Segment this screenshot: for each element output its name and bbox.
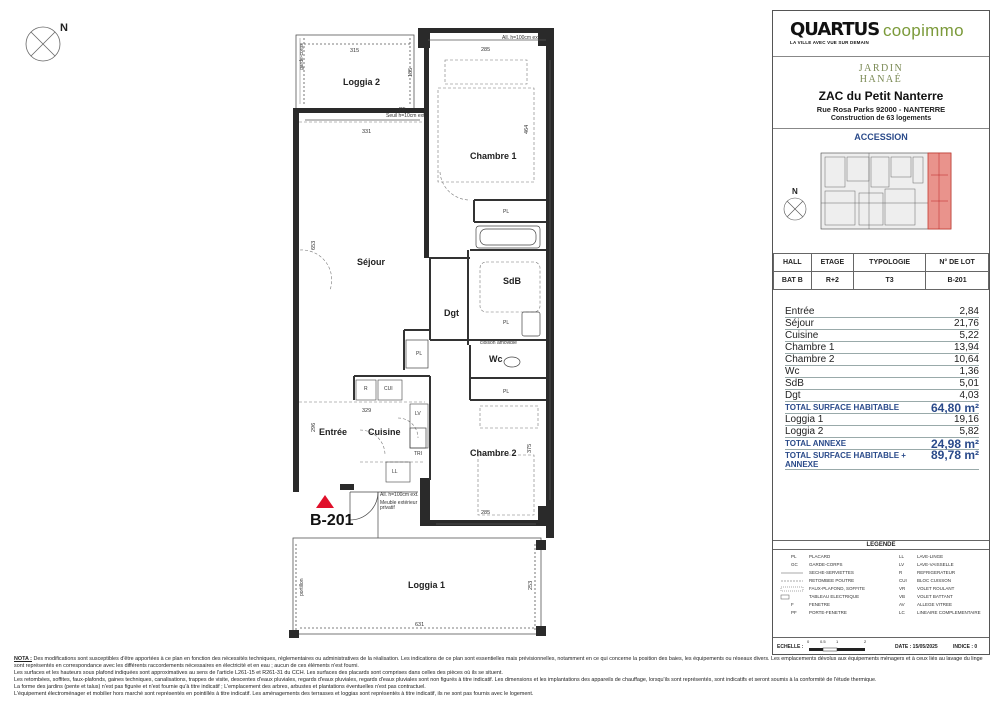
lot-info-value-row bbox=[774, 272, 989, 290]
hall-header: HALL bbox=[774, 254, 812, 272]
legend-text: FENETRE bbox=[809, 602, 831, 607]
legend-text: FAUX-PLAFOND, SOFFITE bbox=[809, 586, 866, 591]
closet-label: PL bbox=[503, 320, 510, 326]
project-logo-line2: HANAÉ bbox=[859, 74, 903, 85]
room-label-loggia1: Loggia 1 bbox=[408, 580, 446, 590]
surface-value: 2,84 bbox=[959, 306, 979, 317]
title-block bbox=[772, 10, 990, 655]
note-line: Les retombées, soffites, faux-plafonds, gaines techniques, canalisations, trappes de visite, descentes d'eaux pluviales, regards d'eaux pluviales, regards d'eaux pluviales sont non figurés à titre indicatif. Les dimensions et les implantations des appareils de chauffage, lorsqu'ils sont représentés, sont indicatifs et seront soumis à la conformité de l'étude thermique. bbox=[14, 676, 877, 683]
scale-bar bbox=[803, 640, 883, 654]
quartus-tagline: LA VILLE AVEC VUE SUR DEMAIN bbox=[790, 40, 869, 45]
grand-total-label-line2: ANNEXE bbox=[785, 460, 819, 469]
surface-value: 5,01 bbox=[959, 378, 979, 389]
fridge-label: R bbox=[364, 386, 368, 392]
note-line: La forme des jardins (pente et talus) n'est pas figurée et n'est fournie qu'à titre indicatif ; L'emplacement des arbres, arbustes et plantations éventuelles n'est pas contractuel. bbox=[14, 683, 426, 690]
legend-text: ALLEGE VITREE bbox=[917, 602, 953, 607]
scale-label: ECHELLE : bbox=[777, 644, 804, 650]
quartus-logo: QUARTUS bbox=[790, 19, 880, 40]
key-plan-drawing bbox=[773, 145, 989, 253]
surface-row bbox=[785, 366, 979, 378]
surface-label: Wc bbox=[785, 366, 800, 377]
room-label-sejour: Séjour bbox=[357, 257, 386, 267]
annex-row bbox=[785, 414, 979, 426]
legend-text: BLOC CUISSON bbox=[917, 578, 952, 583]
annex-label: Loggia 1 bbox=[785, 414, 824, 425]
legend-text: LINEAIRE COMPLEMENTAIRE bbox=[917, 610, 981, 615]
dimension-label: 253 bbox=[528, 580, 534, 590]
surface-row bbox=[785, 378, 979, 390]
surface-label: Dgt bbox=[785, 390, 801, 401]
coopimmo-logo: coopimmo bbox=[883, 21, 964, 40]
brand-header bbox=[773, 11, 989, 57]
surface-label: SdB bbox=[785, 378, 804, 389]
grand-total-row bbox=[785, 450, 979, 470]
project-address: Rue Rosa Parks 92000 - NANTERRE bbox=[816, 105, 946, 114]
compass-icon bbox=[26, 27, 60, 61]
surface-value: 4,03 bbox=[959, 390, 979, 401]
typology-value: T3 bbox=[854, 272, 926, 290]
note-line: Des modifications sont susceptibles d'être apportées à ce plan en fonction des nécessités techniques, réglementaires ou administratives de la réalisation. Les indications de ce plan sont essentielles mais prévisionnelles, notamment en ce qui concerne la position des baies, les équipements ou réseaux divers. Les emplacements dévolus aux équipements ménagers et à ceux liés au lavage du linge sont représentés en correspondance avec les différents raccordements nécessaires en électricité et en eau ; aucun de ces éléments n'est fourni. bbox=[14, 656, 983, 669]
dimension-label: 631 bbox=[415, 622, 425, 628]
scale-row bbox=[773, 637, 989, 655]
note-line: L'équipement électroménager et mobilier hors marché sont représentés en pointillés à titre indicatif. Les aménagements des terrasses et loggias sont représentés à titre indicatif, ils ne sont pas fournis avec le logement. bbox=[14, 690, 534, 697]
legend-text: LAVE-LINGE bbox=[917, 554, 944, 559]
annex-value: 5,82 bbox=[959, 426, 979, 437]
legend-grid bbox=[773, 550, 989, 622]
surface-row bbox=[785, 354, 979, 366]
legend-code: F bbox=[791, 602, 794, 607]
lot-number-value: B-201 bbox=[926, 272, 989, 290]
room-label-wc: Wc bbox=[489, 354, 503, 364]
legend-text: TABLEAU ELECTRIQUE bbox=[809, 594, 860, 599]
dimension-label: 285 bbox=[481, 47, 491, 53]
threshold-label: Seuil h=10cm ext. bbox=[386, 113, 426, 119]
lot-info-header-row bbox=[774, 254, 989, 272]
north-indicator: N bbox=[60, 22, 68, 34]
sill-label: All. h=100cm ext. bbox=[380, 492, 419, 498]
surface-row bbox=[785, 306, 979, 318]
outdoor-cabinet-label: Meuble extérieur privatif bbox=[380, 500, 418, 511]
lot-info-table bbox=[773, 253, 989, 290]
legend-code: GC bbox=[791, 562, 798, 567]
french-window-label: PF bbox=[399, 107, 406, 113]
grand-total-label bbox=[785, 451, 906, 469]
legend-text: PLACARD bbox=[809, 554, 831, 559]
room-label-chambre2: Chambre 2 bbox=[470, 448, 517, 458]
legend-symbols bbox=[773, 550, 989, 622]
lot-identifier: B-201 bbox=[310, 512, 354, 529]
grand-total-label-line1: TOTAL SURFACE HABITABLE + bbox=[785, 451, 906, 460]
legend-text: GARDE-CORPS bbox=[809, 562, 843, 567]
legend-text: PORTE-FENETRE bbox=[809, 610, 847, 615]
legend-code: LL bbox=[899, 554, 905, 559]
legend-code: VB bbox=[899, 594, 906, 599]
date-label: DATE : 15/05/2025 bbox=[895, 644, 938, 650]
scale-tick: 0 bbox=[807, 639, 810, 644]
legend-code: AV bbox=[899, 602, 905, 607]
closet-label: PL bbox=[503, 389, 510, 395]
movable-partition-label: cloison amovible bbox=[480, 340, 517, 346]
surface-value: 13,94 bbox=[953, 342, 979, 353]
floor-header: ETAGE bbox=[811, 254, 853, 272]
annex-label: Loggia 2 bbox=[785, 426, 824, 437]
legend-code: R bbox=[899, 570, 903, 575]
legend-code: LC bbox=[899, 610, 905, 615]
surface-label: Entrée bbox=[785, 306, 815, 317]
revision-label: INDICE : 0 bbox=[953, 644, 978, 650]
surface-label: Chambre 1 bbox=[785, 342, 835, 353]
project-construction: Construction de 63 logements bbox=[830, 115, 932, 122]
legend-code: LV bbox=[899, 562, 905, 567]
room-label-loggia2: Loggia 2 bbox=[343, 77, 381, 87]
legend-code: CUI bbox=[899, 578, 907, 583]
lot-number-header: N° DE LOT bbox=[926, 254, 989, 272]
dishwasher-label: LV bbox=[415, 411, 421, 417]
key-plan bbox=[773, 145, 989, 253]
program-type: ACCESSION bbox=[773, 128, 989, 142]
surface-value: 21,76 bbox=[953, 318, 979, 329]
dimension-label: 331 bbox=[362, 129, 372, 135]
surface-label: Cuisine bbox=[785, 330, 819, 341]
legend-text: LAVE-VAISSELLE bbox=[917, 562, 954, 567]
surface-row bbox=[785, 318, 979, 330]
room-label-chambre1: Chambre 1 bbox=[470, 151, 517, 161]
dimension-label: 315 bbox=[350, 48, 360, 54]
sill-label: All. h=100cm ext. bbox=[502, 35, 541, 41]
annex-value: 19,16 bbox=[953, 414, 979, 425]
total-habitable-label: TOTAL SURFACE HABITABLE bbox=[785, 403, 900, 412]
legend-text: REFRIGERATEUR bbox=[917, 570, 956, 575]
surface-label: Séjour bbox=[785, 318, 814, 329]
project-logo-line1: JARDIN bbox=[858, 63, 904, 74]
legend-text: VOLET ROULANT bbox=[917, 586, 955, 591]
total-habitable-value: 64,80 m² bbox=[930, 401, 979, 415]
surface-label: Chambre 2 bbox=[785, 354, 835, 365]
legend-code: PF bbox=[791, 610, 797, 615]
room-label-dgt: Dgt bbox=[444, 308, 459, 318]
key-north-label: N bbox=[792, 187, 798, 196]
washing-machine-label: LL bbox=[392, 469, 398, 475]
disclaimer-note bbox=[14, 656, 990, 697]
dimension-label: 653 bbox=[311, 240, 317, 250]
legend-text: RETOMBEE POUTRE bbox=[809, 578, 855, 583]
dimension-label: 285 bbox=[481, 510, 491, 516]
total-habitable-row bbox=[785, 402, 979, 414]
dimension-label: 464 bbox=[524, 124, 530, 134]
surface-value: 5,22 bbox=[959, 330, 979, 341]
surface-value: 1,36 bbox=[959, 366, 979, 377]
grand-total-value: 89,78 m² bbox=[930, 448, 979, 462]
railing-label: garde-corps bbox=[299, 43, 305, 70]
typology-header: TYPOLOGIE bbox=[854, 254, 926, 272]
legend bbox=[773, 540, 989, 622]
room-label-sdb: SdB bbox=[503, 276, 521, 286]
dimension-label: 375 bbox=[527, 443, 533, 453]
gate-label: portillon bbox=[299, 578, 305, 596]
total-annex-value: 24,98 m² bbox=[930, 437, 979, 451]
dimension-label: 185 bbox=[408, 67, 414, 77]
note-line: Les surfaces et les hauteurs sous plafond indiquées sont approximatives au sens de l'article L261-15 et R261-31 du CCH. Les surfaces des placards sont comprises dans celles des pièces où ils se situent. bbox=[14, 669, 503, 676]
scale-tick: 2 bbox=[864, 639, 867, 644]
legend-code: PL bbox=[791, 554, 797, 559]
lot-highlight bbox=[928, 153, 951, 229]
project-title: ZAC du Petit Nanterre bbox=[818, 89, 944, 103]
surface-row bbox=[785, 342, 979, 354]
legend-code: VR bbox=[899, 586, 906, 591]
scale-tick: 0.5 bbox=[820, 639, 826, 644]
room-label-cuisine: Cuisine bbox=[368, 427, 401, 437]
dimension-label: 329 bbox=[362, 408, 372, 414]
floor-value: R+2 bbox=[811, 272, 853, 290]
hall-value: BAT B bbox=[774, 272, 812, 290]
trash-label: TRI bbox=[414, 451, 423, 457]
entrance-marker-icon bbox=[316, 495, 334, 508]
surface-table bbox=[785, 306, 979, 470]
project-logo bbox=[773, 63, 989, 85]
room-label-entree: Entrée bbox=[319, 427, 348, 437]
note-label: NOTA : bbox=[14, 656, 32, 662]
surface-row bbox=[785, 330, 979, 342]
closet-label: PL bbox=[416, 351, 423, 357]
legend-text: SECHE-SERVIETTES bbox=[809, 570, 854, 575]
legend-title: LEGENDE bbox=[773, 541, 989, 550]
closet-label: PL bbox=[503, 209, 510, 215]
cooker-label: CUI bbox=[384, 386, 393, 392]
scale-tick: 1 bbox=[836, 639, 839, 644]
dimension-label: 296 bbox=[311, 422, 317, 432]
legend-text: VOLET BATTANT bbox=[917, 594, 953, 599]
total-annex-label: TOTAL ANNEXE bbox=[785, 439, 847, 448]
surface-value: 10,64 bbox=[953, 354, 979, 365]
